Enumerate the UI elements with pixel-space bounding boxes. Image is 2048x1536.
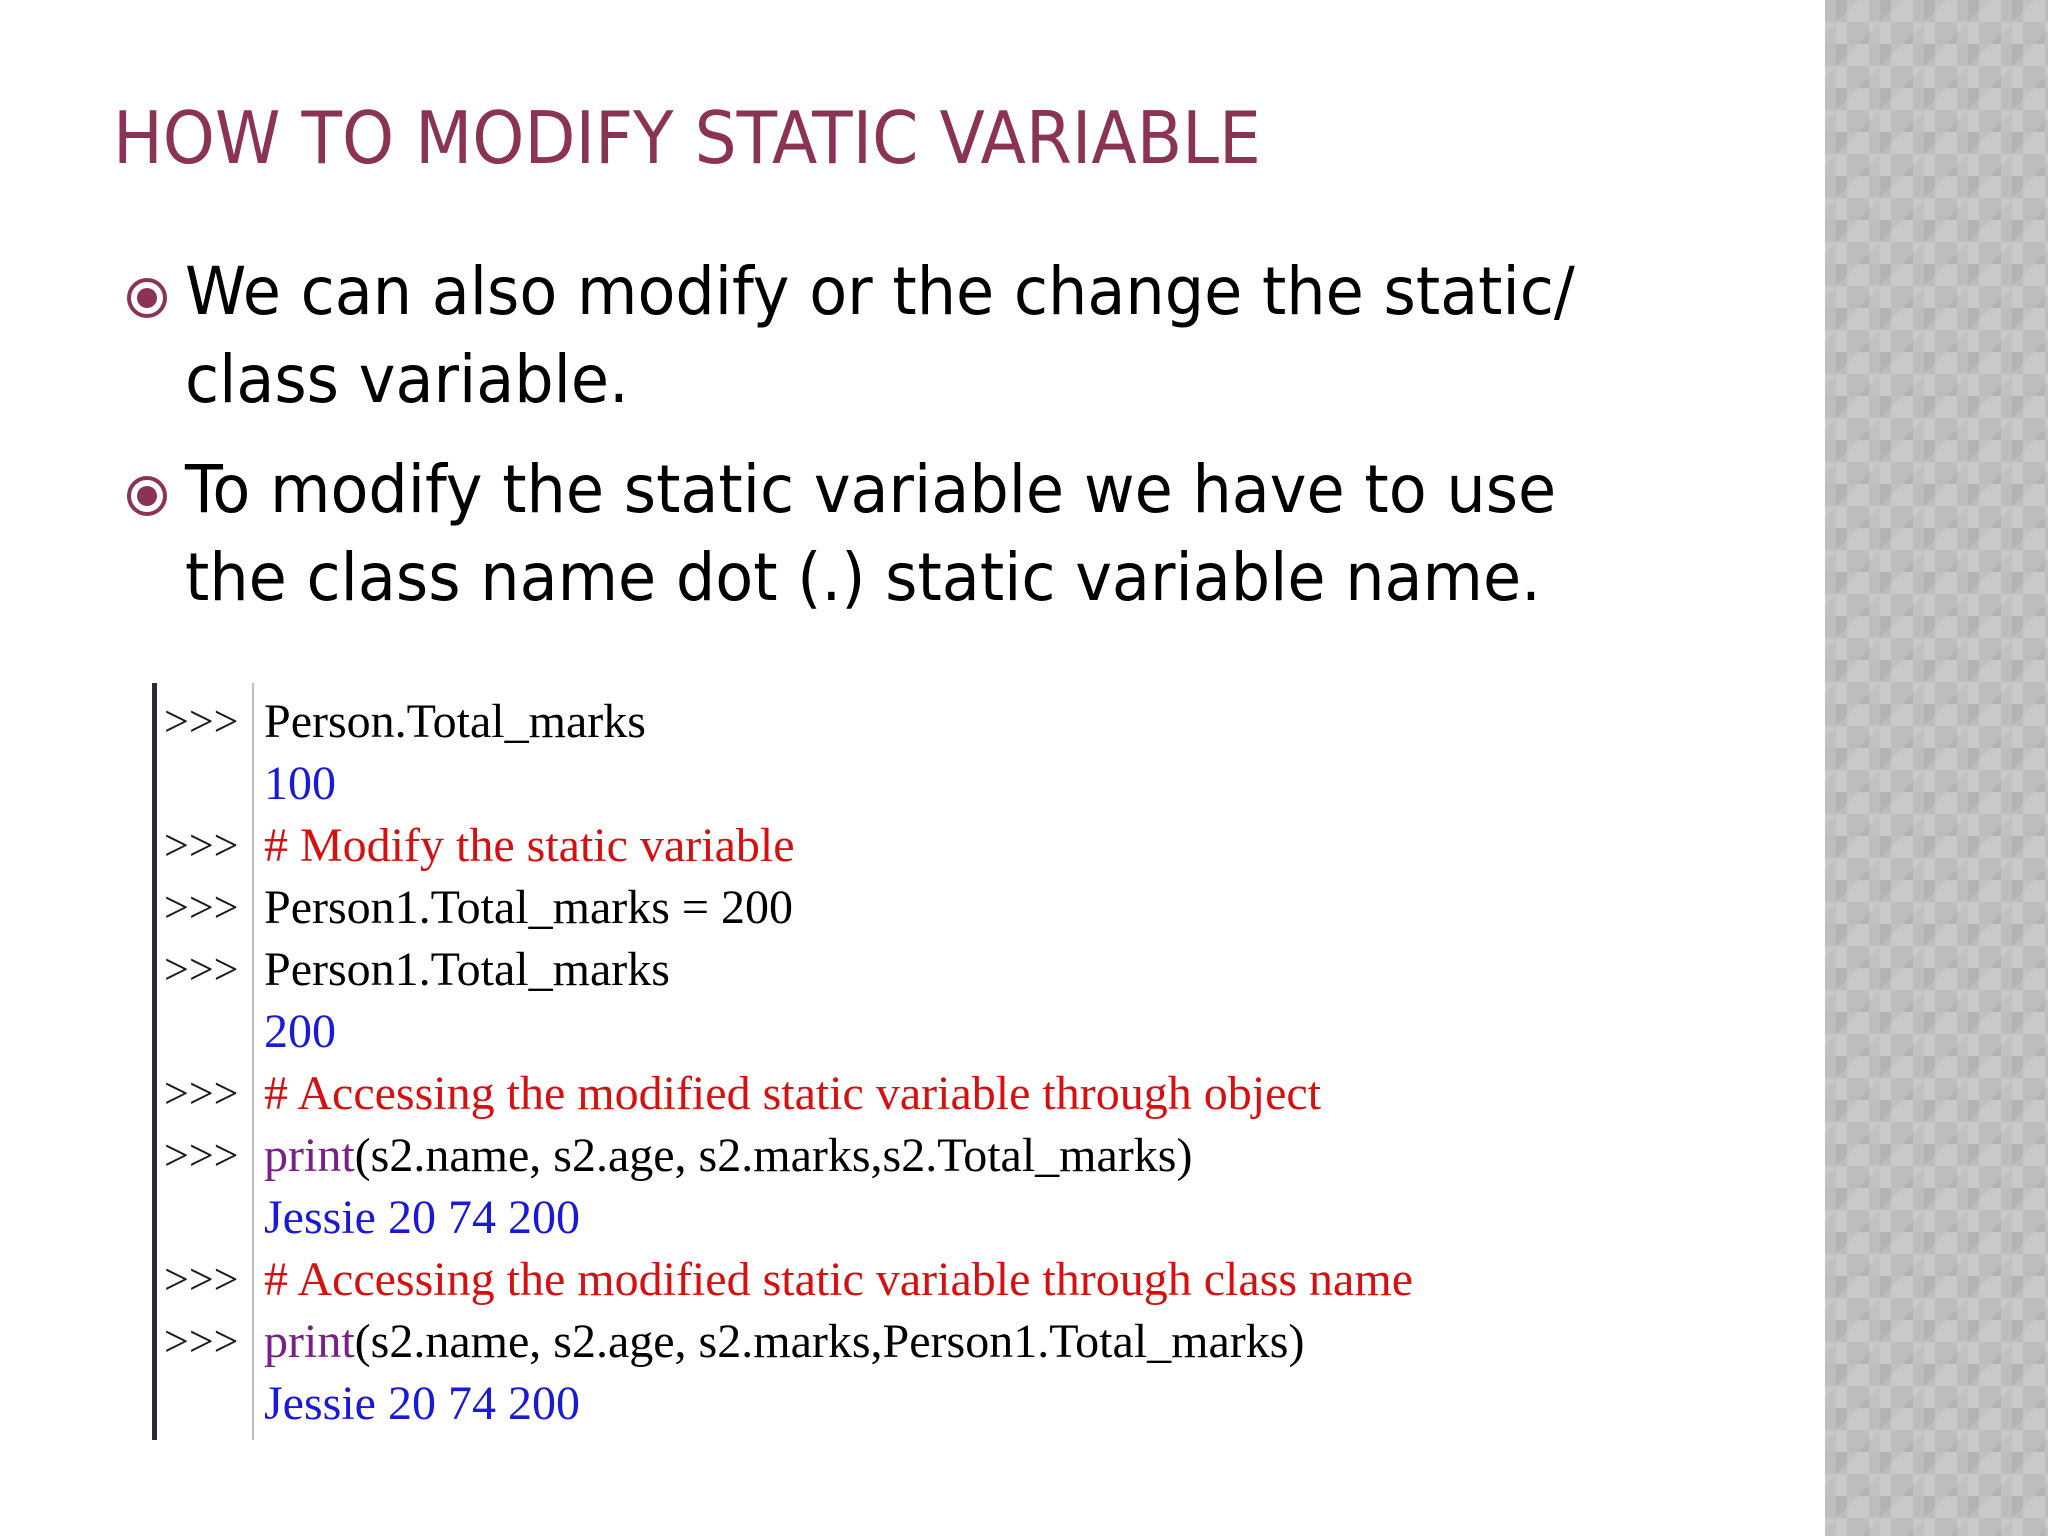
console-prompt: >>> <box>164 697 239 746</box>
console-func-args: (s2.name, s2.age, s2.marks,s2.Total_marks) <box>354 1129 1193 1182</box>
console-line <box>152 939 1572 1001</box>
console-line <box>152 815 1572 877</box>
bullet-text <box>185 248 1783 424</box>
slide-title: HOW TO MODIFY STATIC VARIABLE <box>113 96 1261 180</box>
bullet-line: the class name dot (.) static variable name. <box>185 539 1541 616</box>
console-prompt: >>> <box>164 1255 239 1304</box>
console-line <box>152 1373 1572 1435</box>
console-output: 200 <box>264 1005 336 1058</box>
radio-bullet-icon <box>125 276 169 320</box>
console-func-name: print <box>264 1315 355 1368</box>
bullet-line: class variable. <box>185 341 629 418</box>
console-line <box>152 1001 1572 1063</box>
console-output: Jessie 20 74 200 <box>264 1191 580 1244</box>
console-line <box>152 691 1572 753</box>
console-line <box>152 1063 1572 1125</box>
console-line <box>152 1311 1572 1373</box>
console-code <box>264 1311 1304 1373</box>
bullet-text <box>185 446 1783 622</box>
console-output: Jessie 20 74 200 <box>264 1377 580 1430</box>
python-console-screenshot <box>152 683 1572 1440</box>
bullet-list <box>122 248 1722 644</box>
console-prompt: >>> <box>164 1131 239 1180</box>
radio-bullet-icon <box>125 474 169 518</box>
console-prompt: >>> <box>164 1317 239 1366</box>
decorative-side-panel <box>1825 0 2048 1536</box>
console-func-args: (s2.name, s2.age, s2.marks,Person1.Total_marks) <box>354 1315 1305 1368</box>
console-comment: # Accessing the modified static variable through class name <box>264 1253 1413 1306</box>
console-line <box>152 1125 1572 1187</box>
console-code: Person1.Total_marks = 200 <box>264 881 793 934</box>
console-func-name: print <box>264 1129 355 1182</box>
console-prompt: >>> <box>164 821 239 870</box>
console-output: 100 <box>264 757 336 810</box>
console-code <box>264 1125 1192 1187</box>
console-comment: # Accessing the modified static variable through object <box>264 1067 1322 1120</box>
console-comment: # Modify the static variable <box>264 819 795 872</box>
console-prompt: >>> <box>164 1069 239 1118</box>
console-prompt: >>> <box>164 945 239 994</box>
bullet-line: To modify the static variable we have to use <box>185 451 1557 528</box>
bullet-item <box>122 248 1722 424</box>
bullet-item <box>122 446 1722 622</box>
console-line <box>152 877 1572 939</box>
console-line <box>152 1249 1572 1311</box>
console-line <box>152 1187 1572 1249</box>
console-code: Person1.Total_marks <box>264 943 670 996</box>
console-code: Person.Total_marks <box>264 695 646 748</box>
console-prompt: >>> <box>164 883 239 932</box>
bullet-line: We can also modify or the change the static/ <box>185 253 1575 330</box>
console-line <box>152 753 1572 815</box>
